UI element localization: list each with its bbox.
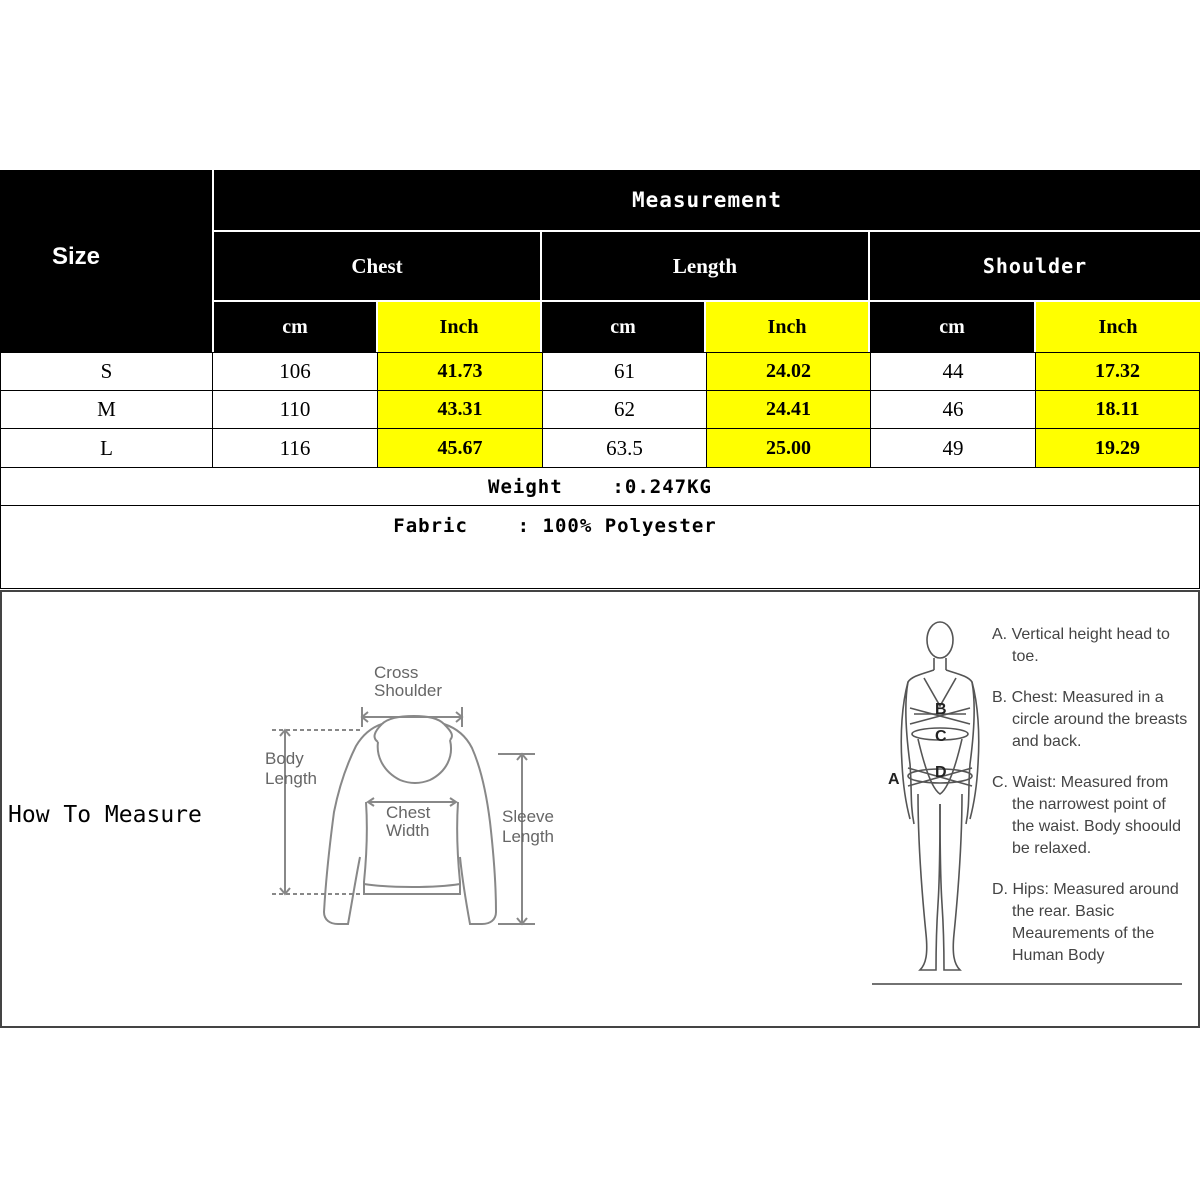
chest-header: Chest	[214, 232, 540, 300]
chest-width-label: Width	[386, 821, 430, 840]
how-to-measure-section	[0, 590, 1200, 1028]
unit-header: Inch	[378, 302, 540, 352]
table-cell: 62	[542, 390, 707, 429]
table-cell: 46	[870, 390, 1036, 429]
unit-header: cm	[214, 302, 376, 352]
table-cell: 18.11	[1035, 390, 1200, 429]
cross-shoulder-label: Shoulder	[374, 681, 443, 700]
length-header: Length	[542, 232, 868, 300]
unit-header: cm	[542, 302, 704, 352]
unit-header: Inch	[1036, 302, 1200, 352]
table-cell: 49	[870, 428, 1036, 468]
measurement-header: Measurement	[214, 170, 1200, 230]
chest-width-label: Chest	[386, 803, 431, 822]
table-cell: 41.73	[377, 352, 543, 391]
table-cell: 43.31	[377, 390, 543, 429]
fabric-row: Fabric : 100% Polyester	[0, 505, 1200, 546]
table-cell: 45.67	[377, 428, 543, 468]
table-cell: 25.00	[706, 428, 871, 468]
weight-row: Weight :0.247KG	[0, 467, 1200, 506]
body-length-label: Length	[265, 769, 317, 788]
unit-header: cm	[870, 302, 1034, 352]
how-to-measure-title: How To Measure	[8, 802, 202, 828]
table-cell: 110	[212, 390, 378, 429]
body-length-label: Body	[265, 749, 304, 768]
table-cell: 61	[542, 352, 707, 391]
size-chart	[0, 170, 1200, 590]
note-b: B. Chest: Measured in a circle around the breasts and back.	[992, 689, 1188, 750]
size-cell: S	[0, 352, 213, 391]
cross-shoulder-label: Cross	[374, 663, 419, 682]
size-header: Size	[0, 170, 212, 352]
note-c: C. Waist: Measured from the narrowest point of the waist. Body shoould be relaxed.	[992, 774, 1181, 857]
sleeve-length-label: Sleeve	[502, 807, 554, 826]
table-cell: 24.02	[706, 352, 871, 391]
table-cell: 106	[212, 352, 378, 391]
body-letter-d: D	[935, 764, 947, 781]
note-d: D. Hips: Measured around the rear. Basic Meaurements of the Human Body	[992, 881, 1179, 964]
table-cell: 116	[212, 428, 378, 468]
blank-row	[0, 545, 1200, 589]
table-cell: 19.29	[1035, 428, 1200, 468]
note-a: A. Vertical height head to toe.	[992, 626, 1170, 665]
shoulder-header: Shoulder	[870, 232, 1200, 300]
sleeve-length-label: Length	[502, 827, 554, 846]
size-cell: L	[0, 428, 213, 468]
unit-header: Inch	[706, 302, 868, 352]
table-cell: 17.32	[1035, 352, 1200, 391]
shirt-diagram	[260, 662, 580, 952]
table-cell: 24.41	[706, 390, 871, 429]
table-cell: 44	[870, 352, 1036, 391]
size-cell: M	[0, 390, 213, 429]
measurement-notes	[992, 624, 1192, 986]
body-letter-a: A	[888, 771, 900, 788]
body-letter-c: C	[935, 728, 947, 745]
body-letter-b: B	[935, 701, 947, 718]
table-cell: 63.5	[542, 428, 707, 468]
